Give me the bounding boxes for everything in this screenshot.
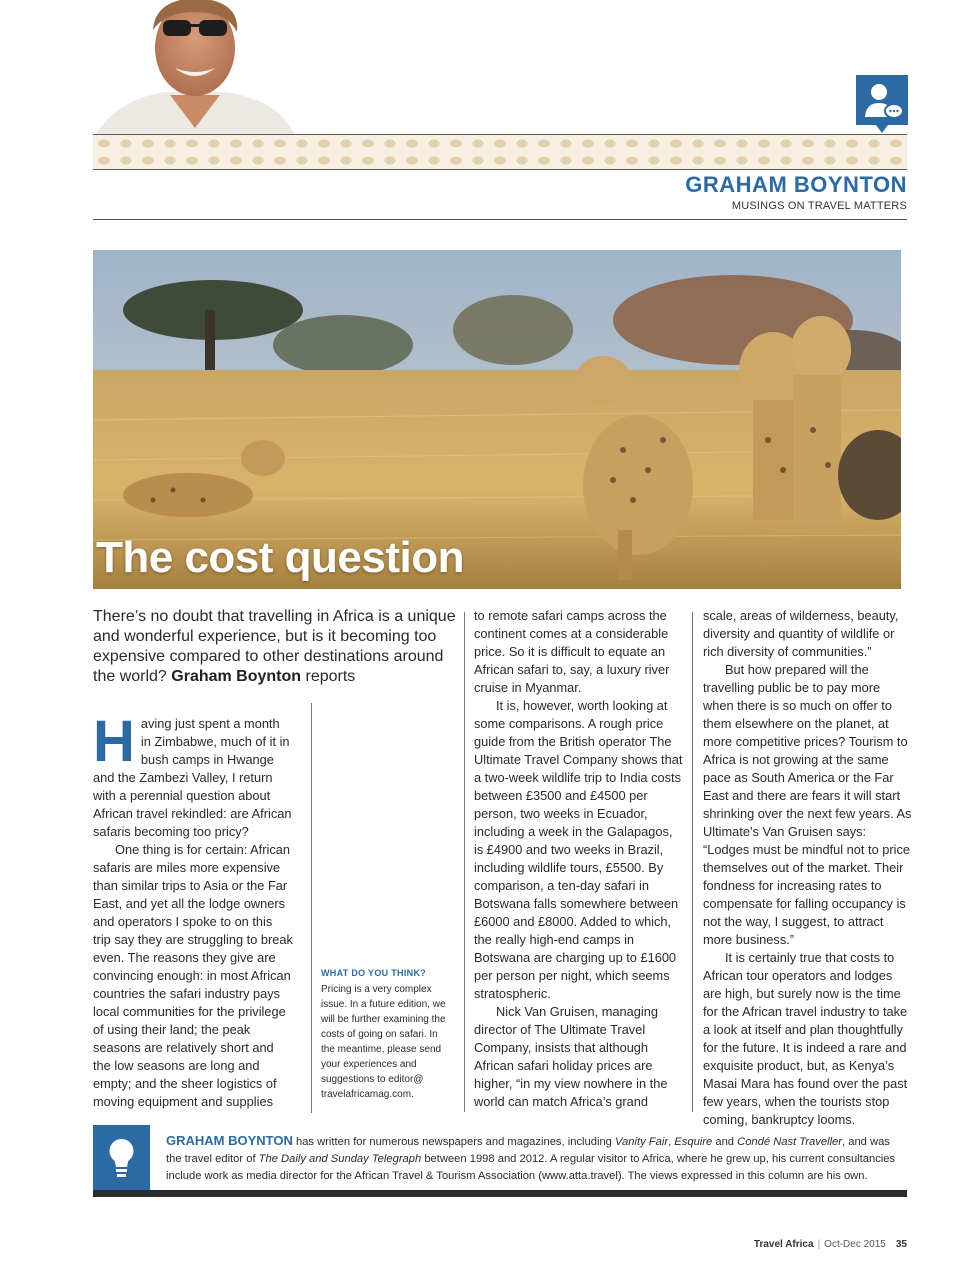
bio-text-segment: between 1998 and 2012. A regular visitor to Africa, where he grew up, his current consultancies include work as media director for the African Travel & Tourism Association (www.atta.travel). The views expressed in this column are his own. [166,1153,896,1182]
standfirst-author: Graham Boynton [171,668,302,685]
bio-text-segment: , and was the travel editor of [166,1136,890,1165]
callout-text: Pricing is a very complex issue. In a future edition, we will be further examining the costs of going on safari. In the meantime, please send your experiences and suggestions to editor@ travelafricamag.com. [321,984,446,1100]
reader-callout [321,968,453,1102]
body-paragraph: Nick Van Gruisen, managing director of The Ultimate Travel Company, insists that although African safari holiday prices are higher, “in my view nowhere in the world can match Africa’s grand [474,1004,668,1109]
article-standfirst [93,607,458,687]
bio-author-name: GRAHAM BOYNTON [166,1133,293,1148]
bio-publication: Condé Nast Traveller [737,1136,842,1148]
standfirst-suffix: reports [301,668,356,685]
column-divider [692,612,693,1112]
article-column-2 [474,607,684,1111]
decorative-pattern-band [93,134,907,170]
footer-separator: | [817,1239,821,1250]
article-headline: The cost question [96,533,464,582]
body-paragraph: It is certainly true that costs to African tour operators and lodges are high, but surely now is the time for the African travel industry to take a look at itself and plan thoughtfully for the future. It is indeed a rare and exquisite product, but, as Kenya’s Masai Mara has found over the past few years, when the tourists stop coming, bankruptcy looms. [703,950,908,1127]
body-paragraph: But how prepared will the travelling public be to pay more when there is so much on offer to them elsewhere on the planet, at more competitive prices? Tourism to Africa is not growing at the same pace as South America or the Far East and there are fears it will start shrinking over the next few years. As Ultimate’s Van Gruisen says: “Lodges must be mindful not to price themselves out of the market. Their fondness for increasing rates to compensate for falling occupancy is not the way, I suggest, to attract more business.” [703,662,912,947]
bio-text-segment: has written for numerous newspapers and magazines, including [292,1136,616,1148]
footer-issue: Oct-Dec 2015 [824,1239,886,1250]
header-divider [93,219,907,220]
drop-cap: H [93,709,135,774]
body-paragraph [93,709,293,841]
body-text: aving just spent a month in Zimbabwe, much of it in bush camps in Hwange and the Zambezi Valley, I return with a perennial question about African travel rekindled: are African safaris becoming too pricy? [93,716,292,839]
author-name: GRAHAM BOYNTON [685,172,907,197]
page-footer [754,1239,907,1250]
body-paragraph: scale, areas of wilderness, beauty, diversity and quantity of wildlife or rich diversity of communities.” [703,608,899,659]
user-comment-icon [856,75,908,135]
column-subtitle: MUSINGS ON TRAVEL MATTERS [731,200,907,212]
footer-magazine: Travel Africa [753,1239,814,1250]
bio-publication: The Daily and Sunday Telegraph [258,1153,422,1165]
author-bio-text [166,1132,904,1185]
column-divider [464,612,465,1112]
article-column-1 [93,709,293,1111]
standfirst-text: There’s no doubt that travelling in Africa is a unique and wonderful experience, but is it becoming too expensive compared to other destinations around the world? [93,608,456,685]
column-divider [311,703,312,1113]
body-paragraph: One thing is for certain: African safaris are miles more expensive than similar trips to Asia or the Far East, and yet all the lodge owners and operators I spoke to on this trip say they are struggling to break even. The reasons they give are convincing enough: in most African countries the safari industry pays local communities for the privilege of using their land; the peak seasons are relatively short and the low seasons are long and empty; and the sheer logistics of moving equipment and supplies [93,842,293,1109]
bio-text-segment: and [712,1136,738,1148]
page-number: 35 [895,1239,907,1250]
lightbulb-icon [93,1125,150,1190]
body-paragraph: It is, however, worth looking at some comparisons. A rough price guide from the British operator The Ultimate Travel Company shows that a two-week wildlife trip to India costs between £3500 and £4500 per person, two weeks in Ecuador, including a week in the Galapagos, is £4900 and two weeks in Brazil, including wildlife tours, £5500. By comparison, a ten-day safari in Botswana falls somewhere between £6000 and £8000. Added to which, the really high-end camps in Botswana are charging up to £1600 per person per night, which seems stratospheric. [474,698,683,1001]
callout-title: WHAT DO YOU THINK? [321,968,427,978]
body-paragraph: to remote safari camps across the continent comes at a considerable price. So it is difficult to equate an African safari to, say, a luxury river cruise in Myanmar. [474,608,670,695]
article-column-3 [703,607,913,1129]
bio-publication: Esquire [674,1136,713,1148]
bio-publication: Vanity Fair [615,1136,669,1148]
author-portrait [95,0,295,136]
bio-text-segment: , [668,1136,675,1148]
